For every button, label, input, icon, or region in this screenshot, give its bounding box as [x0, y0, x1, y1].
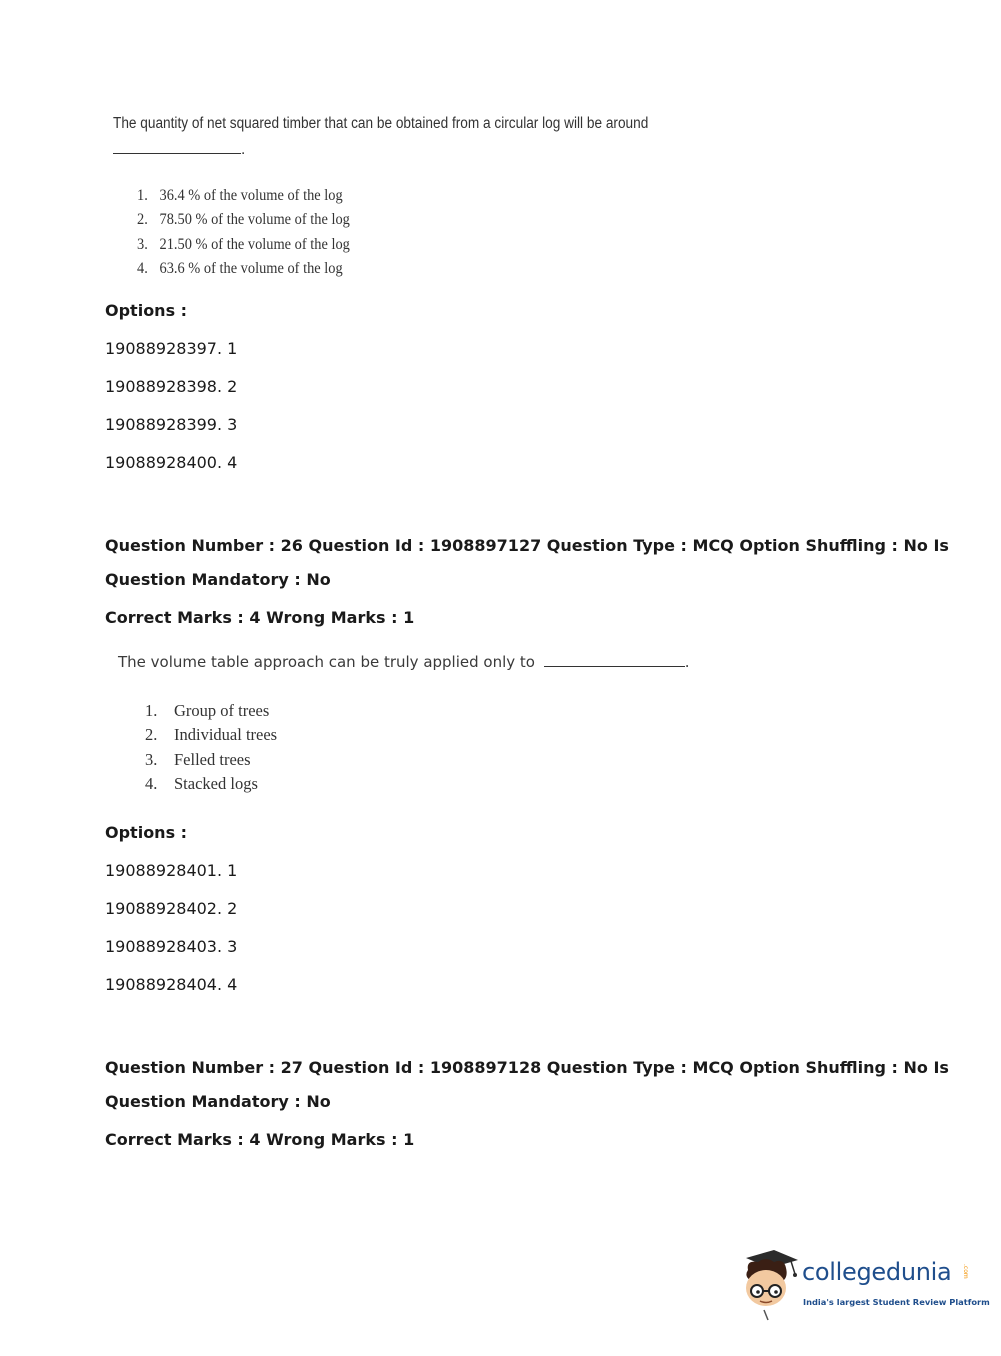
question-27-marks: Correct Marks : 4 Wrong Marks : 1: [105, 1130, 415, 1149]
choice-item: 2. 78.50 % of the volume of the log: [137, 211, 350, 229]
option-id: 19088928400. 4: [105, 453, 238, 472]
collegedunia-logo: [740, 1246, 990, 1322]
question-26-header: Question Number : 26 Question Id : 1908897127 Question Type : MCQ Option Shuffling : No Is: [105, 536, 949, 555]
question-26-choices: [145, 699, 277, 796]
option-id: 19088928399. 3: [105, 415, 238, 434]
question-26-stem-text: The volume table approach can be truly applied only to: [118, 653, 535, 671]
option-id: 19088928397. 1: [105, 339, 238, 358]
question-27-header: Question Number : 27 Question Id : 1908897128 Question Type : MCQ Option Shuffling : No Is: [105, 1058, 949, 1077]
option-id: 19088928403. 3: [105, 937, 238, 956]
question-25-stem-text: The quantity of net squared timber that can be obtained from a circular log will be around: [113, 115, 649, 132]
choice-item: 4. Stacked logs: [145, 773, 258, 793]
answer-blank-line: [113, 138, 241, 154]
mascot-icon: [740, 1246, 802, 1322]
option-id: 19088928398. 2: [105, 377, 238, 396]
option-id: 19088928401. 1: [105, 861, 238, 880]
logo-wordmark: collegedunia: [802, 1258, 952, 1286]
logo-tagline: India's largest Student Review Platform: [803, 1297, 990, 1307]
option-id: 19088928404. 4: [105, 975, 238, 994]
question-27-mandatory: Question Mandatory : No: [105, 1092, 331, 1111]
choice-item: 3. 21.50 % of the volume of the log: [137, 235, 350, 253]
choice-item: 4. 63.6 % of the volume of the log: [137, 259, 343, 277]
question-25-stem: [113, 115, 721, 133]
answer-blank-line: [544, 652, 685, 667]
options-label: Options :: [105, 823, 188, 842]
choice-item: 3. Felled trees: [145, 749, 251, 769]
question-25-choices: [137, 184, 350, 281]
choice-item: 1. 36.4 % of the volume of the log: [137, 187, 343, 204]
question-26-marks: Correct Marks : 4 Wrong Marks : 1: [105, 608, 415, 627]
choice-item: 1. Group of trees: [145, 701, 270, 720]
question-26-stem: The volume table approach can be truly applied only to .: [118, 653, 690, 671]
choice-item: 2. Individual trees: [145, 725, 278, 745]
options-label: Options :: [105, 301, 188, 320]
option-id: 19088928402. 2: [105, 899, 238, 918]
question-26-mandatory: Question Mandatory : No: [105, 570, 331, 589]
question-25-blank: .: [113, 138, 245, 159]
logo-domain-suffix: .com: [962, 1264, 969, 1279]
